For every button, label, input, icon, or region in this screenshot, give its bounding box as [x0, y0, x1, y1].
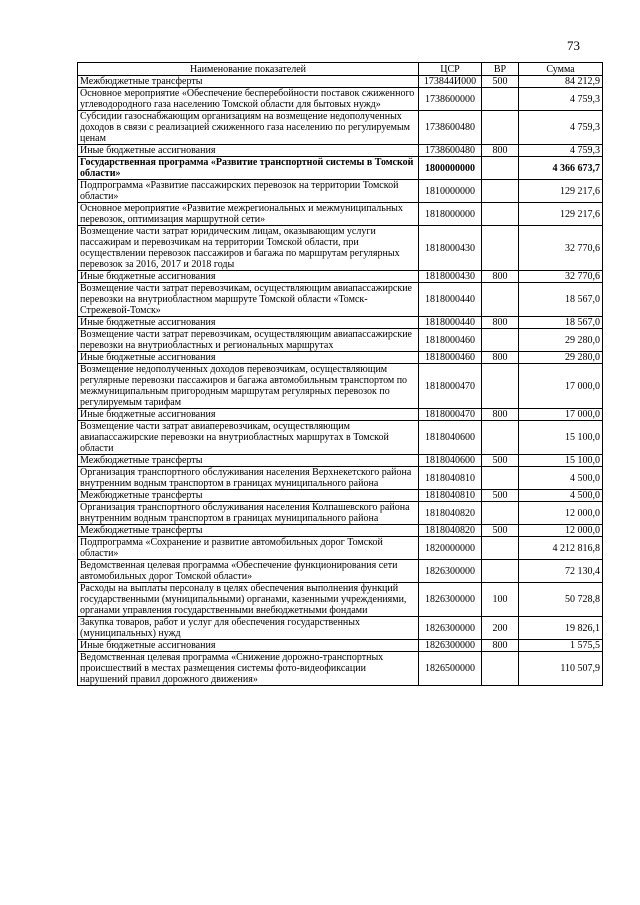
cell-vr [482, 329, 519, 352]
cell-vr: 800 [482, 409, 519, 421]
cell-csr: 1800000000 [419, 157, 482, 180]
cell-name: Подпрограмма «Сохранение и развитие автомобильных дорог Томской области» [78, 537, 419, 560]
cell-vr [482, 203, 519, 226]
cell-vr: 800 [482, 317, 519, 329]
cell-csr: 1818000430 [419, 226, 482, 271]
cell-sum: 4 759,3 [519, 88, 603, 111]
cell-name: Расходы на выплаты персоналу в целях обеспечения выполнения функций государственными (муниципальными) органами, казенными учреждениями, органами управления государственными внебюджетными фондами [78, 583, 419, 617]
cell-name: Межбюджетные трансферты [78, 76, 419, 88]
cell-name: Организация транспортного обслуживания населения Верхнекетского района внутренним водным транспортом в границах муниципального района [78, 467, 419, 490]
cell-sum: 17 000,0 [519, 364, 603, 409]
cell-vr: 500 [482, 76, 519, 88]
table-row [78, 180, 603, 203]
cell-vr [482, 652, 519, 686]
cell-name: Подпрограмма «Развитие пассажирских перевозок на территории Томской области» [78, 180, 419, 203]
cell-csr: 1818000460 [419, 352, 482, 364]
cell-name: Ведомственная целевая программа «Обеспечение функционирования сети автомобильных дорог Томской области» [78, 560, 419, 583]
table-row [78, 317, 603, 329]
cell-sum: 18 567,0 [519, 317, 603, 329]
table-row [78, 111, 603, 145]
cell-vr [482, 283, 519, 317]
cell-csr: 1818040600 [419, 455, 482, 467]
cell-vr [482, 364, 519, 409]
cell-vr [482, 421, 519, 455]
cell-sum: 32 770,6 [519, 271, 603, 283]
cell-sum: 4 366 673,7 [519, 157, 603, 180]
cell-vr [482, 226, 519, 271]
cell-sum: 19 826,1 [519, 617, 603, 640]
cell-name: Возмещение части затрат перевозчикам, осуществляющим авиапассажирские перевозки на внутриобластном маршруте Томской области «Томск-Стрежевой-Томск» [78, 283, 419, 317]
cell-sum: 17 000,0 [519, 409, 603, 421]
table-row [78, 560, 603, 583]
cell-csr: 1826300000 [419, 617, 482, 640]
cell-csr: 1820000000 [419, 537, 482, 560]
table-row [78, 226, 603, 271]
cell-vr: 500 [482, 525, 519, 537]
table-row [78, 421, 603, 455]
table-row [78, 652, 603, 686]
table-body [78, 76, 603, 686]
cell-name: Межбюджетные трансферты [78, 490, 419, 502]
cell-csr: 1818000000 [419, 203, 482, 226]
table-row [78, 455, 603, 467]
cell-sum: 4 759,3 [519, 145, 603, 157]
cell-name: Межбюджетные трансферты [78, 525, 419, 537]
cell-sum: 4 212 816,8 [519, 537, 603, 560]
cell-csr: 1738600000 [419, 88, 482, 111]
cell-name: Иные бюджетные ассигнования [78, 409, 419, 421]
cell-csr: 1826300000 [419, 560, 482, 583]
table-row [78, 145, 603, 157]
table-row [78, 203, 603, 226]
cell-vr [482, 537, 519, 560]
cell-vr [482, 88, 519, 111]
cell-sum: 29 280,0 [519, 352, 603, 364]
cell-csr: 1826300000 [419, 583, 482, 617]
table-row [78, 490, 603, 502]
cell-csr: 1818040820 [419, 525, 482, 537]
cell-vr: 800 [482, 352, 519, 364]
cell-sum: 72 130,4 [519, 560, 603, 583]
cell-csr: 1818000430 [419, 271, 482, 283]
table-row [78, 617, 603, 640]
budget-table [77, 62, 603, 686]
cell-name: Ведомственная целевая программа «Снижение дорожно-транспортных происшествий в местах размещения системы фото-видеофиксации нарушений правил дорожного движения» [78, 652, 419, 686]
cell-sum: 12 000,0 [519, 502, 603, 525]
table-row [78, 329, 603, 352]
cell-name: Иные бюджетные ассигнования [78, 271, 419, 283]
cell-csr: 1818000470 [419, 409, 482, 421]
table-row [78, 283, 603, 317]
cell-vr [482, 111, 519, 145]
cell-sum: 4 500,0 [519, 490, 603, 502]
cell-csr: 1818000470 [419, 364, 482, 409]
cell-name: Возмещение недополученных доходов перевозчикам, осуществляющим регулярные перевозки пассажиров и багажа автомобильным транспортом по межмуниципальным пригородным маршрутам регулярных перевозок по регулируемым тарифам [78, 364, 419, 409]
cell-sum: 84 212,9 [519, 76, 603, 88]
cell-vr [482, 180, 519, 203]
cell-sum: 129 217,6 [519, 180, 603, 203]
cell-name: Возмещение части затрат перевозчикам, осуществляющим авиапассажирские перевозки на внутриобластных и региональных маршрутах [78, 329, 419, 352]
cell-csr: 1818000440 [419, 283, 482, 317]
cell-name: Государственная программа «Развитие транспортной системы в Томской области» [78, 157, 419, 180]
cell-name: Возмещение части затрат юридическим лицам, оказывающим услуги пассажирам и перевозчикам на территории Томской области, при осуществлении перевозок пассажиров и багажа по маршрутам регулярных перевозок за 2016, 2017 и 2018 годы [78, 226, 419, 271]
header-csr: ЦСР [419, 63, 482, 76]
cell-sum: 32 770,6 [519, 226, 603, 271]
cell-sum: 1 575,5 [519, 640, 603, 652]
cell-csr: 1826500000 [419, 652, 482, 686]
cell-sum: 129 217,6 [519, 203, 603, 226]
cell-name: Возмещение части затрат авиаперевозчикам, осуществляющим авиапассажирские перевозки на внутриобластных маршрутах в Томской области [78, 421, 419, 455]
cell-sum: 15 100,0 [519, 421, 603, 455]
header-vr: ВР [482, 63, 519, 76]
cell-vr: 800 [482, 271, 519, 283]
cell-sum: 29 280,0 [519, 329, 603, 352]
cell-vr: 200 [482, 617, 519, 640]
cell-sum: 12 000,0 [519, 525, 603, 537]
cell-vr [482, 157, 519, 180]
table-row [78, 88, 603, 111]
cell-vr: 500 [482, 455, 519, 467]
cell-name: Субсидии газоснабжающим организациям на возмещение недополученных доходов в связи с реализацией сжиженного газа населению по регулируемым ценам [78, 111, 419, 145]
cell-sum: 110 507,9 [519, 652, 603, 686]
table-row [78, 271, 603, 283]
table-row [78, 467, 603, 490]
cell-csr: 1738600480 [419, 145, 482, 157]
cell-sum: 4 759,3 [519, 111, 603, 145]
cell-sum: 4 500,0 [519, 467, 603, 490]
table-row [78, 502, 603, 525]
table-row [78, 364, 603, 409]
table-row [78, 157, 603, 180]
cell-csr: 1818040810 [419, 467, 482, 490]
cell-name: Иные бюджетные ассигнования [78, 317, 419, 329]
table-header-row [78, 63, 603, 76]
cell-csr: 1818000440 [419, 317, 482, 329]
cell-name: Основное мероприятие «Развитие межрегиональных и межмуниципальных перевозок, оптимизация маршрутной сети» [78, 203, 419, 226]
cell-sum: 50 728,8 [519, 583, 603, 617]
cell-csr: 1826300000 [419, 640, 482, 652]
header-name: Наименование показателей [78, 63, 419, 76]
table-row [78, 583, 603, 617]
table-row [78, 640, 603, 652]
cell-name: Организация транспортного обслуживания населения Колпашевского района внутренним водным транспортом в границах муниципального района [78, 502, 419, 525]
cell-csr: 1818040810 [419, 490, 482, 502]
cell-csr: 1818040600 [419, 421, 482, 455]
page-number: 73 [567, 38, 580, 53]
cell-vr [482, 560, 519, 583]
cell-sum: 18 567,0 [519, 283, 603, 317]
cell-vr: 500 [482, 490, 519, 502]
cell-csr: 173844И000 [419, 76, 482, 88]
cell-name: Иные бюджетные ассигнования [78, 352, 419, 364]
table-row [78, 409, 603, 421]
table-row [78, 525, 603, 537]
cell-name: Иные бюджетные ассигнования [78, 145, 419, 157]
cell-csr: 1810000000 [419, 180, 482, 203]
cell-vr: 100 [482, 583, 519, 617]
table-row [78, 537, 603, 560]
cell-name: Межбюджетные трансферты [78, 455, 419, 467]
cell-name: Основное мероприятие «Обеспечение бесперебойности поставок сжиженного углеводородного газа населению Томской области для бытовых нужд» [78, 88, 419, 111]
cell-sum: 15 100,0 [519, 455, 603, 467]
cell-vr [482, 467, 519, 490]
cell-vr [482, 502, 519, 525]
cell-csr: 1818000460 [419, 329, 482, 352]
header-sum: Сумма [519, 63, 603, 76]
cell-name: Иные бюджетные ассигнования [78, 640, 419, 652]
cell-vr: 800 [482, 640, 519, 652]
cell-vr: 800 [482, 145, 519, 157]
cell-csr: 1818040820 [419, 502, 482, 525]
table-row [78, 352, 603, 364]
cell-csr: 1738600480 [419, 111, 482, 145]
cell-name: Закупка товаров, работ и услуг для обеспечения государственных (муниципальных) нужд [78, 617, 419, 640]
table-row [78, 76, 603, 88]
